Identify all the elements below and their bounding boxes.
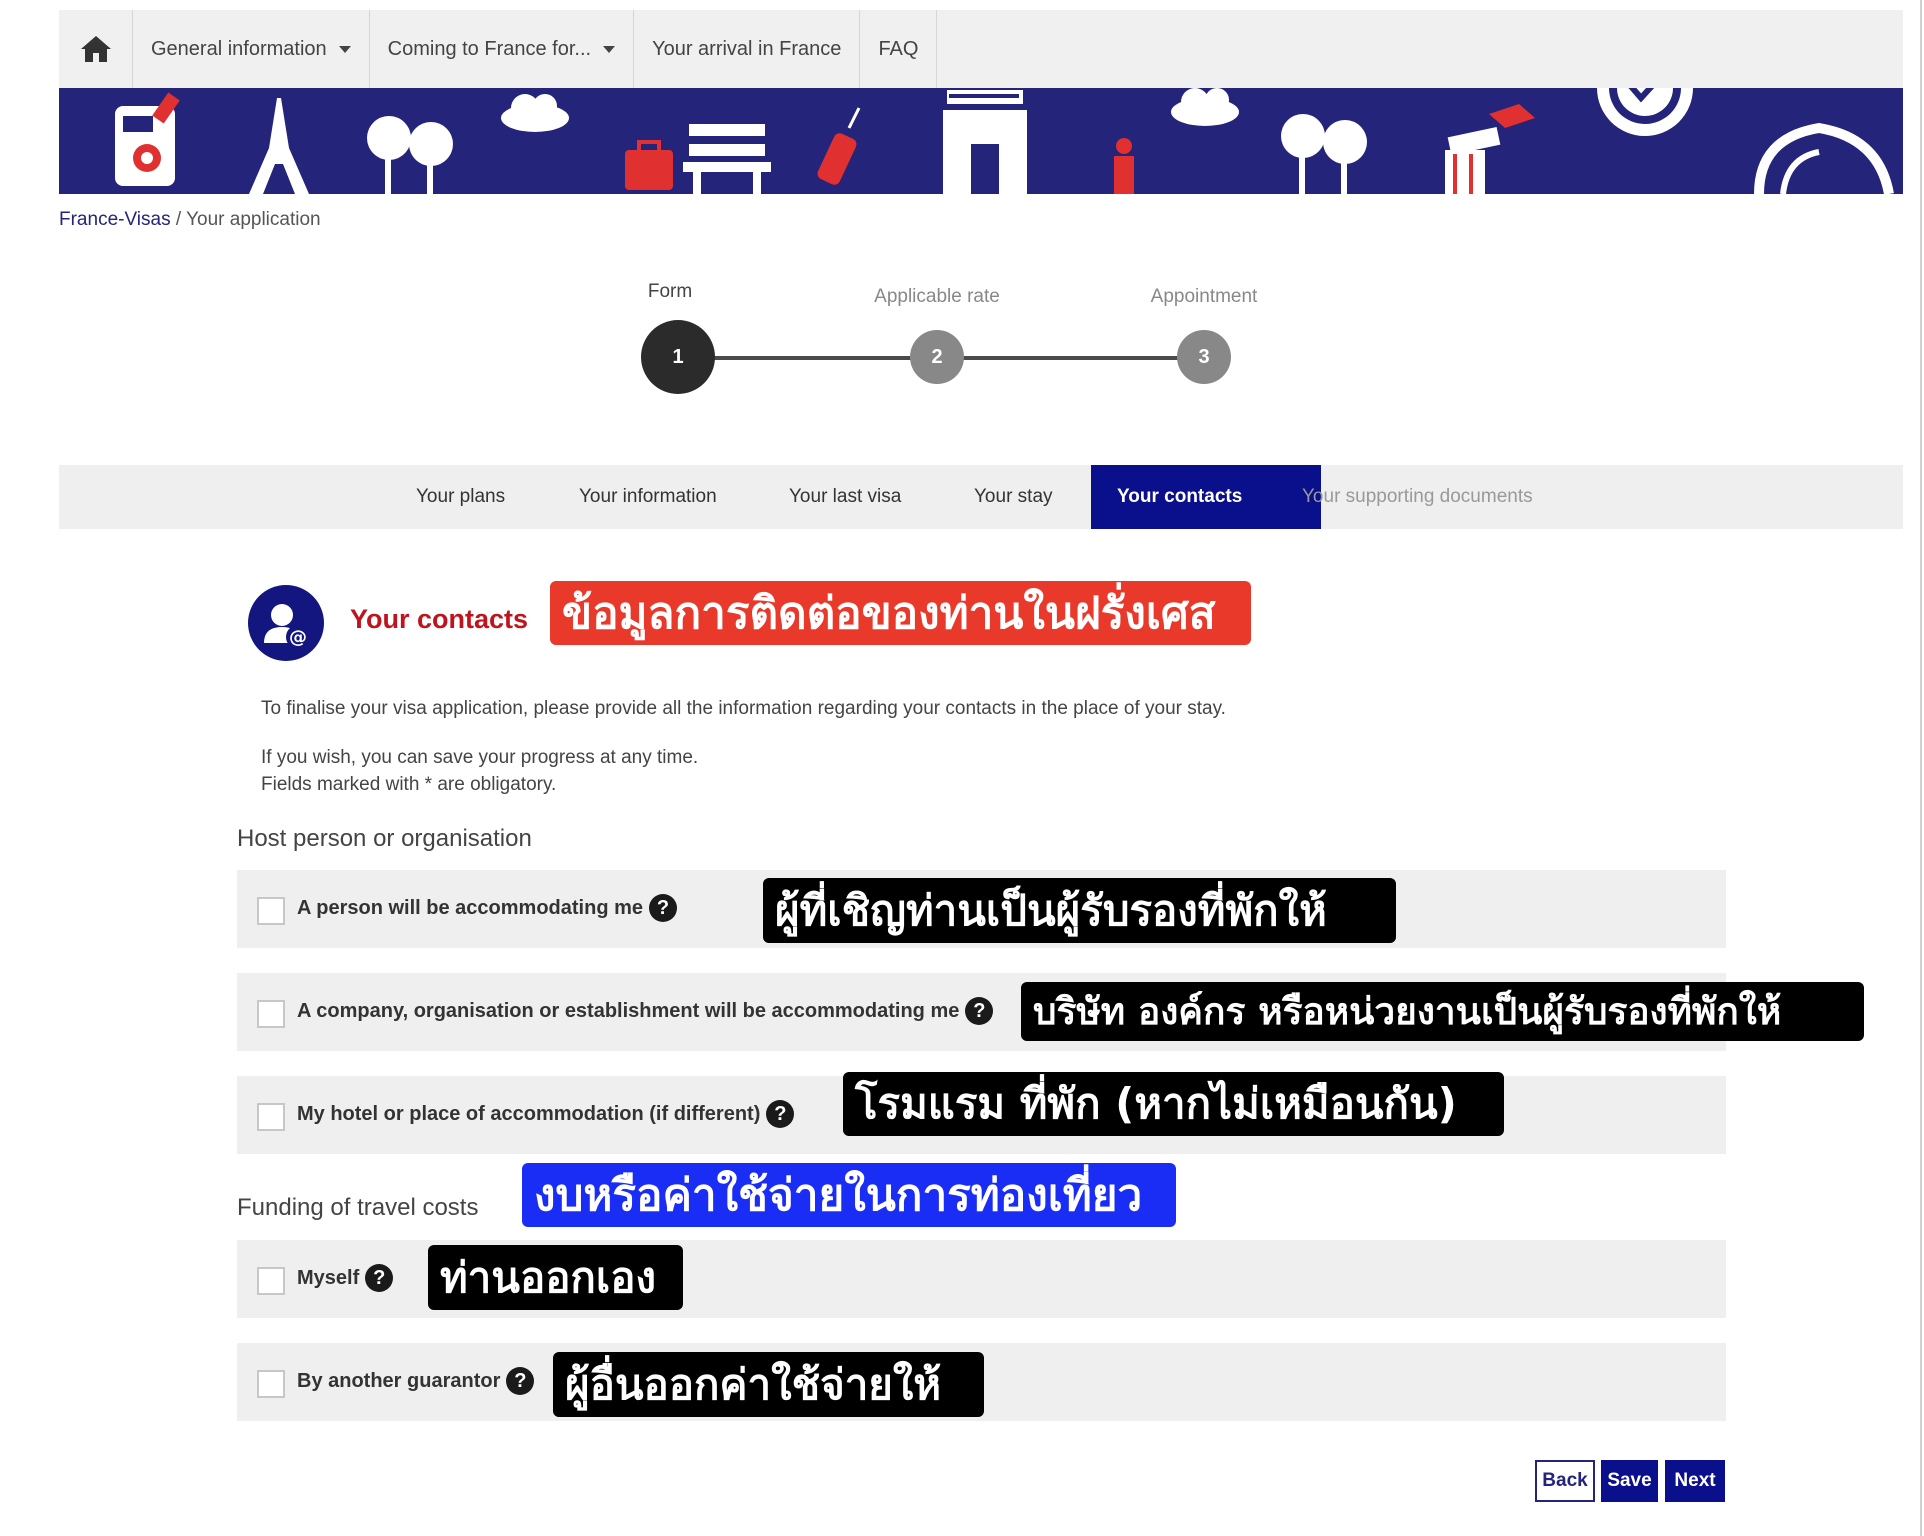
trees-icon [367,116,453,194]
traveler-icon [1114,138,1134,194]
header-banner [59,88,1903,194]
host-company-label: A company, organisation or establishment will be accommodating me [297,999,960,1022]
host-person-checkbox[interactable] [257,897,285,925]
chevron-down-icon [339,46,351,53]
next-button[interactable]: Next [1665,1460,1725,1502]
passport-icon [115,93,180,186]
home-button[interactable] [59,10,133,88]
step-2-circle: 2 [910,330,964,384]
step-1-circle: 1 [641,320,715,394]
nav-coming-to-france[interactable]: Coming to France for... [370,10,634,88]
host-company-checkbox[interactable] [257,1000,285,1028]
step-label-form: Form [647,281,693,302]
section-title-thai-annotation: ข้อมูลการติดต่อของท่านในฝรั่งเศส [550,581,1251,645]
tab-your-supporting-documents[interactable]: Your supporting documents [1302,486,1533,507]
step-label-applicable-rate: Applicable rate [874,286,1000,307]
funding-group-title: Funding of travel costs [237,1194,479,1221]
chevron-down-icon [603,46,615,53]
back-button[interactable]: Back [1535,1460,1595,1502]
breadcrumb-root-link[interactable]: France-Visas [59,209,171,230]
banner-illustration [59,88,1903,194]
breadcrumb [59,209,321,231]
luggage-icon [816,108,859,187]
cloud-icon [1171,88,1239,126]
stepper-line [938,356,1204,360]
save-button[interactable]: Save [1601,1460,1658,1502]
help-icon[interactable]: ? [766,1100,794,1128]
tab-your-information[interactable]: Your information [579,486,717,507]
host-person-label: A person will be accommodating me [297,896,643,919]
funding-myself-checkbox[interactable] [257,1267,285,1295]
briefcase-icon [625,142,673,190]
host-person-thai-annotation: ผู้ที่เชิญท่านเป็นผู้รับรองที่พักให้ [763,878,1396,943]
cloud-icon [501,94,569,132]
required-note: Fields marked with * are obligatory. [261,774,557,795]
host-hotel-label: My hotel or place of accommodation (if different) [297,1102,761,1125]
help-icon[interactable]: ? [965,997,993,1025]
funding-guarantor-label: By another guarantor [297,1369,501,1392]
host-company-thai-annotation: บริษัท องค์กร หรือหน่วยงานเป็นผู้รับรองที่พักให้ [1021,982,1864,1041]
funding-myself-thai-annotation: ท่านออกเอง [428,1245,683,1310]
help-icon[interactable]: ? [506,1367,534,1395]
form-section-tabs [59,465,1903,529]
funding-guarantor-thai-annotation: ผู้อื่นออกค่าใช้จ่ายให้ [553,1352,984,1417]
contacts-icon [248,585,324,661]
help-icon[interactable]: ? [649,894,677,922]
stepper-line [696,356,928,360]
funding-myself-label: Myself [297,1266,360,1289]
nav-faq[interactable]: FAQ [860,10,937,88]
window-edge-divider [1920,0,1922,1536]
top-navigation [59,10,1903,88]
breadcrumb-current: Your application [186,209,321,230]
host-hotel-thai-annotation: โรมแรม ที่พัก (หากไม่เหมือนกัน) [843,1072,1504,1136]
section-title: Your contacts [350,604,529,634]
rosette-icon [1759,128,1889,194]
intro-text: To finalise your visa application, please provide all the information regarding your contacts in the place of your stay. [261,698,1226,719]
graduation-icon [1445,104,1535,194]
save-note: If you wish, you can save your progress at any time. [261,747,699,768]
active-tab-arrow [1269,487,1281,507]
arc-de-triomphe-icon [943,90,1027,194]
tab-your-contacts[interactable]: Your contacts [1091,465,1321,529]
funding-thai-annotation: งบหรือค่าใช้จ่ายในการท่องเที่ยว [522,1163,1176,1227]
tab-your-stay[interactable]: Your stay [974,486,1053,507]
nav-general-information[interactable]: General information [133,10,370,88]
bench-icon [683,124,771,194]
nav-arrival-in-france[interactable]: Your arrival in France [634,10,860,88]
svg-text:@: @ [289,627,307,648]
help-icon[interactable]: ? [365,1264,393,1292]
step-label-appointment: Appointment [1150,286,1258,307]
tab-your-last-visa[interactable]: Your last visa [789,486,902,507]
tab-your-plans[interactable]: Your plans [416,486,506,507]
breadcrumb-separator: / [175,209,182,230]
seal-icon [1597,88,1693,136]
eiffel-tower-icon [249,98,309,194]
step-3-circle: 3 [1177,330,1231,384]
funding-guarantor-checkbox[interactable] [257,1370,285,1398]
trees-icon [1281,114,1367,194]
host-group-title: Host person or organisation [237,825,532,852]
home-icon [79,34,113,64]
host-hotel-checkbox[interactable] [257,1103,285,1131]
